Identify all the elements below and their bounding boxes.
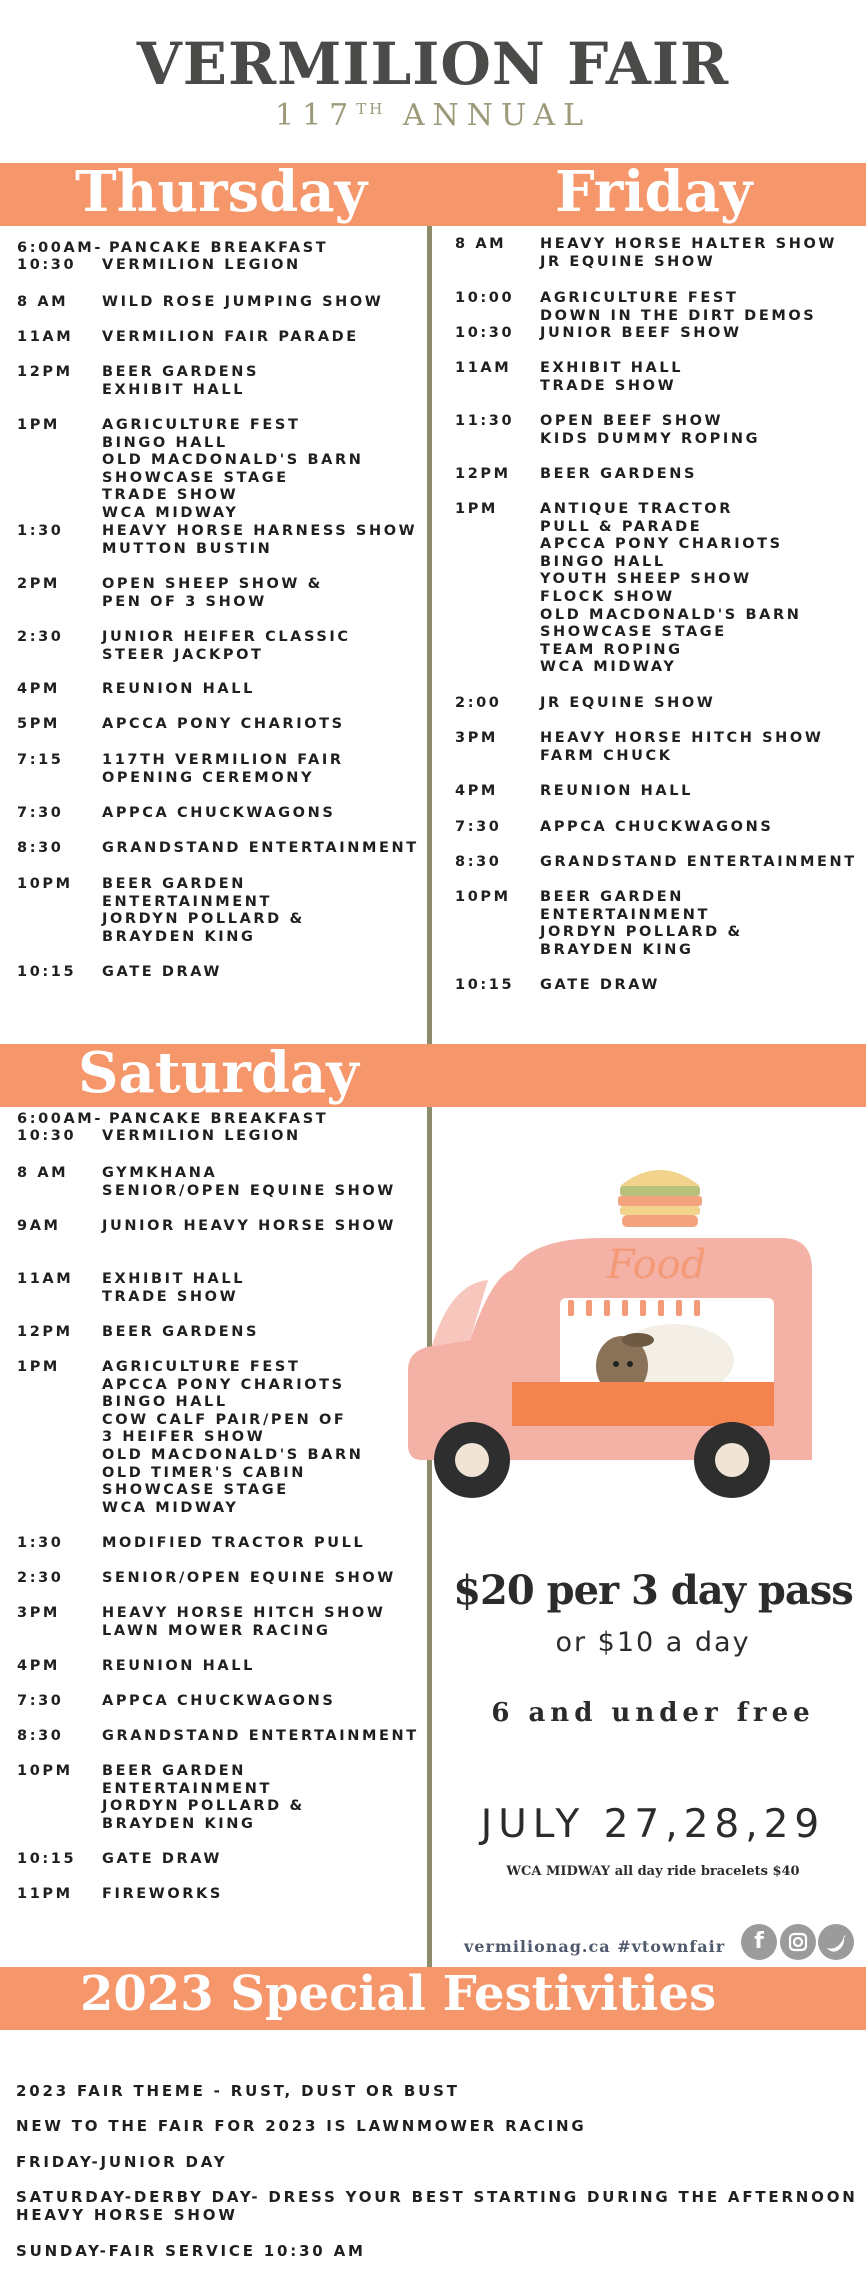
event-name: BEER GARDENS bbox=[540, 466, 698, 482]
event-time: 12PM bbox=[455, 466, 511, 482]
event-name: AGRICULTURE FEST bbox=[540, 290, 739, 306]
event-name: JUNIOR HEIFER CLASSIC bbox=[102, 629, 351, 645]
saturday-band bbox=[0, 1040, 866, 1107]
event-name: OPEN SHEEP SHOW & bbox=[102, 576, 323, 592]
event-name: TRADE SHOW bbox=[540, 377, 677, 394]
event-name: BINGO HALL bbox=[102, 1394, 228, 1411]
event-name: OPEN BEEF SHOW bbox=[540, 413, 724, 429]
event-name: JR EQUINE SHOW bbox=[540, 695, 716, 711]
event-time: 11PM bbox=[17, 1886, 73, 1902]
event-time: 6:00AM- bbox=[17, 1111, 103, 1127]
event-name: OLD TIMER'S CABIN bbox=[102, 1464, 307, 1481]
event-time: 3PM bbox=[17, 1605, 60, 1621]
event-time: 12PM bbox=[17, 1324, 73, 1340]
event-name: YOUTH SHEEP SHOW bbox=[540, 571, 752, 588]
day-price: or $10 a day bbox=[555, 1627, 751, 1658]
thursday-heading: Thursday bbox=[75, 159, 368, 225]
event-name: GRANDSTAND ENTERTAINMENT bbox=[540, 854, 857, 870]
special-item: FRIDAY-JUNIOR DAY bbox=[16, 2153, 228, 2171]
event-name: VERMILION LEGION bbox=[102, 257, 301, 273]
event-name: WCA MIDWAY bbox=[102, 504, 239, 521]
event-name: AGRICULTURE FEST bbox=[102, 417, 301, 433]
event-name: JR EQUINE SHOW bbox=[540, 253, 716, 270]
website-link[interactable]: vermilionag.ca #vtownfair bbox=[464, 1937, 726, 1956]
event-time: 7:15 bbox=[17, 752, 64, 768]
event-name: EXHIBIT HALL bbox=[102, 381, 246, 398]
event-time: 7:30 bbox=[17, 805, 64, 821]
event-name: KIDS DUMMY ROPING bbox=[540, 430, 761, 447]
event-name: BEER GARDENS bbox=[102, 1324, 260, 1340]
event-time: 8 AM bbox=[17, 294, 69, 310]
event-name: BRAYDEN KING bbox=[102, 1815, 256, 1832]
event-name: AGRICULTURE FEST bbox=[102, 1359, 301, 1375]
event-name: MODIFIED TRACTOR PULL bbox=[102, 1535, 366, 1551]
pass-price: $20 per 3 day pass bbox=[453, 1567, 853, 1614]
event-name: APCCA PONY CHARIOTS bbox=[540, 536, 783, 553]
event-time: 10PM bbox=[455, 889, 511, 905]
event-name: ENTERTAINMENT bbox=[102, 1780, 273, 1797]
event-name: PANCAKE BREAKFAST bbox=[109, 240, 329, 256]
event-name: LAWN MOWER RACING bbox=[102, 1622, 331, 1639]
special-band bbox=[0, 1967, 866, 2030]
event-name: WILD ROSE JUMPING SHOW bbox=[102, 294, 384, 310]
event-time: 2PM bbox=[17, 576, 60, 592]
kids-free: 6 and under free bbox=[491, 1698, 815, 1728]
special-item: HEAVY HORSE SHOW bbox=[16, 2206, 238, 2224]
event-name: WCA MIDWAY bbox=[102, 1499, 239, 1516]
event-name: BINGO HALL bbox=[540, 553, 666, 570]
event-name: APPCA CHUCKWAGONS bbox=[102, 1693, 336, 1709]
event-time: 7:30 bbox=[17, 1693, 64, 1709]
event-name: SHOWCASE STAGE bbox=[102, 469, 289, 486]
event-name: BEER GARDENS bbox=[102, 364, 260, 380]
event-name: GYMKHANA bbox=[102, 1165, 218, 1181]
event-name: BINGO HALL bbox=[102, 434, 228, 451]
event-time: 1PM bbox=[455, 501, 498, 517]
event-time: 4PM bbox=[17, 681, 60, 697]
event-name: ENTERTAINMENT bbox=[540, 906, 711, 923]
event-time: 2:00 bbox=[455, 695, 502, 711]
event-name: STEER JACKPOT bbox=[102, 646, 264, 663]
event-name: OPENING CEREMONY bbox=[102, 769, 315, 786]
event-name: FLOCK SHOW bbox=[540, 588, 675, 605]
event-name: BRAYDEN KING bbox=[102, 928, 256, 945]
event-time: 8:30 bbox=[17, 1728, 64, 1744]
thursday-friday-band bbox=[0, 159, 866, 226]
event-name: GRANDSTAND ENTERTAINMENT bbox=[102, 1728, 419, 1744]
hashtag: #vtownfair bbox=[617, 1937, 726, 1956]
event-name: JUNIOR HEAVY HORSE SHOW bbox=[102, 1218, 397, 1234]
event-name: REUNION HALL bbox=[540, 783, 693, 799]
event-name: JORDYN POLLARD & bbox=[102, 911, 305, 928]
event-name: FIREWORKS bbox=[102, 1886, 223, 1902]
special-item: SATURDAY-DERBY DAY- DRESS YOUR BEST STARTING DURING THE AFTERNOON bbox=[16, 2188, 858, 2206]
saturday-heading: Saturday bbox=[78, 1040, 359, 1106]
event-name: 117TH VERMILION FAIR bbox=[102, 752, 344, 768]
event-time: 8 AM bbox=[17, 1165, 69, 1181]
event-time: 10PM bbox=[17, 876, 73, 892]
event-name: OLD MACDONALD'S BARN bbox=[540, 606, 802, 623]
event-name: TRADE SHOW bbox=[102, 1288, 239, 1305]
friday-heading: Friday bbox=[555, 159, 753, 225]
event-time: 10:30 bbox=[17, 1128, 77, 1144]
special-item: 2023 FAIR THEME - RUST, DUST OR BUST bbox=[16, 2082, 460, 2100]
special-item: SUNDAY-FAIR SERVICE 10:30 AM bbox=[16, 2242, 366, 2260]
event-name: APCCA PONY CHARIOTS bbox=[102, 1376, 345, 1393]
food-sign: Food bbox=[607, 1242, 707, 1288]
event-time: 1PM bbox=[17, 417, 60, 433]
event-time: 3PM bbox=[455, 730, 498, 746]
event-name: GRANDSTAND ENTERTAINMENT bbox=[102, 840, 419, 856]
event-name: HEAVY HORSE HALTER SHOW bbox=[540, 236, 837, 252]
event-name: EXHIBIT HALL bbox=[102, 1271, 246, 1287]
event-name: SENIOR/OPEN EQUINE SHOW bbox=[102, 1182, 396, 1199]
midway-bracelets: WCA MIDWAY all day ride bracelets $40 bbox=[506, 1864, 800, 1879]
event-time: 10:15 bbox=[17, 964, 77, 980]
event-name: COW CALF PAIR/PEN OF bbox=[102, 1411, 347, 1428]
event-name: HEAVY HORSE HITCH SHOW bbox=[102, 1605, 386, 1621]
event-time: 4PM bbox=[17, 1658, 60, 1674]
facebook-icon[interactable]: f bbox=[741, 1924, 777, 1960]
event-name: MUTTON BUSTIN bbox=[102, 540, 273, 557]
event-name: BEER GARDEN bbox=[102, 876, 247, 892]
event-time: 8 AM bbox=[455, 236, 507, 252]
event-time: 10:00 bbox=[455, 290, 515, 306]
event-time: 10:15 bbox=[17, 1851, 77, 1867]
event-time: 11AM bbox=[17, 329, 74, 345]
event-name: BEER GARDEN bbox=[540, 889, 685, 905]
event-time: 8:30 bbox=[455, 854, 502, 870]
event-name: JORDYN POLLARD & bbox=[102, 1798, 305, 1815]
event-time: 7:30 bbox=[455, 819, 502, 835]
event-time: 10:30 bbox=[17, 257, 77, 273]
event-name: 3 HEIFER SHOW bbox=[102, 1429, 266, 1446]
event-name: TEAM ROPING bbox=[540, 641, 683, 658]
burger-icon bbox=[618, 1170, 702, 1227]
food-truck-illustration bbox=[392, 1160, 832, 1520]
special-heading: 2023 Special Festivities bbox=[80, 1966, 717, 2022]
event-name: SHOWCASE STAGE bbox=[540, 624, 727, 641]
event-time: 2:30 bbox=[17, 629, 64, 645]
column-divider-top bbox=[427, 226, 432, 1044]
event-time: 8:30 bbox=[17, 840, 64, 856]
event-name: JORDYN POLLARD & bbox=[540, 924, 743, 941]
event-name: APCCA PONY CHARIOTS bbox=[102, 716, 345, 732]
event-name: JUNIOR BEEF SHOW bbox=[540, 325, 742, 341]
special-item: NEW TO THE FAIR FOR 2023 IS LAWNMOWER RACING bbox=[16, 2117, 587, 2135]
event-name: DOWN IN THE DIRT DEMOS bbox=[540, 307, 817, 324]
event-name: GATE DRAW bbox=[540, 977, 661, 993]
event-name: EXHIBIT HALL bbox=[540, 360, 684, 376]
annual-subtitle: 117TH ANNUAL bbox=[274, 98, 592, 133]
event-name: BEER GARDEN bbox=[102, 1763, 247, 1779]
event-time: 12PM bbox=[17, 364, 73, 380]
fair-dates: JULY 27,28,29 bbox=[480, 1802, 826, 1847]
event-time: 1:30 bbox=[17, 1535, 64, 1551]
instagram-icon[interactable] bbox=[780, 1924, 816, 1960]
event-name: WCA MIDWAY bbox=[540, 659, 677, 676]
event-name: VERMILION LEGION bbox=[102, 1128, 301, 1144]
event-time: 2:30 bbox=[17, 1570, 64, 1586]
event-name: PULL & PARADE bbox=[540, 518, 703, 535]
event-name: FARM CHUCK bbox=[540, 747, 673, 764]
event-name: HEAVY HORSE HARNESS SHOW bbox=[102, 523, 418, 539]
fair-title: VERMILION FAIR bbox=[136, 30, 730, 98]
event-name: REUNION HALL bbox=[102, 681, 255, 697]
event-name: GATE DRAW bbox=[102, 964, 223, 980]
event-name: GATE DRAW bbox=[102, 1851, 223, 1867]
event-time: 10:15 bbox=[455, 977, 515, 993]
event-time: 10:30 bbox=[455, 325, 515, 341]
event-time: 10PM bbox=[17, 1763, 73, 1779]
event-time: 6:00AM- bbox=[17, 240, 103, 256]
event-name: APPCA CHUCKWAGONS bbox=[540, 819, 774, 835]
event-time: 1:30 bbox=[17, 523, 64, 539]
event-time: 11AM bbox=[17, 1271, 74, 1287]
event-name: PANCAKE BREAKFAST bbox=[109, 1111, 329, 1127]
event-time: 11:30 bbox=[455, 413, 515, 429]
event-name: REUNION HALL bbox=[102, 1658, 255, 1674]
event-name: APPCA CHUCKWAGONS bbox=[102, 805, 336, 821]
event-name: PEN OF 3 SHOW bbox=[102, 593, 267, 610]
event-time: 1PM bbox=[17, 1359, 60, 1375]
event-name: OLD MACDONALD'S BARN bbox=[102, 1446, 364, 1463]
event-name: BRAYDEN KING bbox=[540, 941, 694, 958]
event-name: SHOWCASE STAGE bbox=[102, 1482, 289, 1499]
event-name: ANTIQUE TRACTOR bbox=[540, 501, 733, 517]
event-name: TRADE SHOW bbox=[102, 487, 239, 504]
event-time: 11AM bbox=[455, 360, 512, 376]
event-time: 4PM bbox=[455, 783, 498, 799]
event-name: VERMILION FAIR PARADE bbox=[102, 329, 359, 345]
event-time: 5PM bbox=[17, 716, 60, 732]
event-name: SENIOR/OPEN EQUINE SHOW bbox=[102, 1570, 396, 1586]
event-time: 9AM bbox=[17, 1218, 61, 1234]
event-name: HEAVY HORSE HITCH SHOW bbox=[540, 730, 824, 746]
twitter-icon[interactable] bbox=[818, 1924, 854, 1960]
event-name: ENTERTAINMENT bbox=[102, 893, 273, 910]
event-name: OLD MACDONALD'S BARN bbox=[102, 452, 364, 469]
